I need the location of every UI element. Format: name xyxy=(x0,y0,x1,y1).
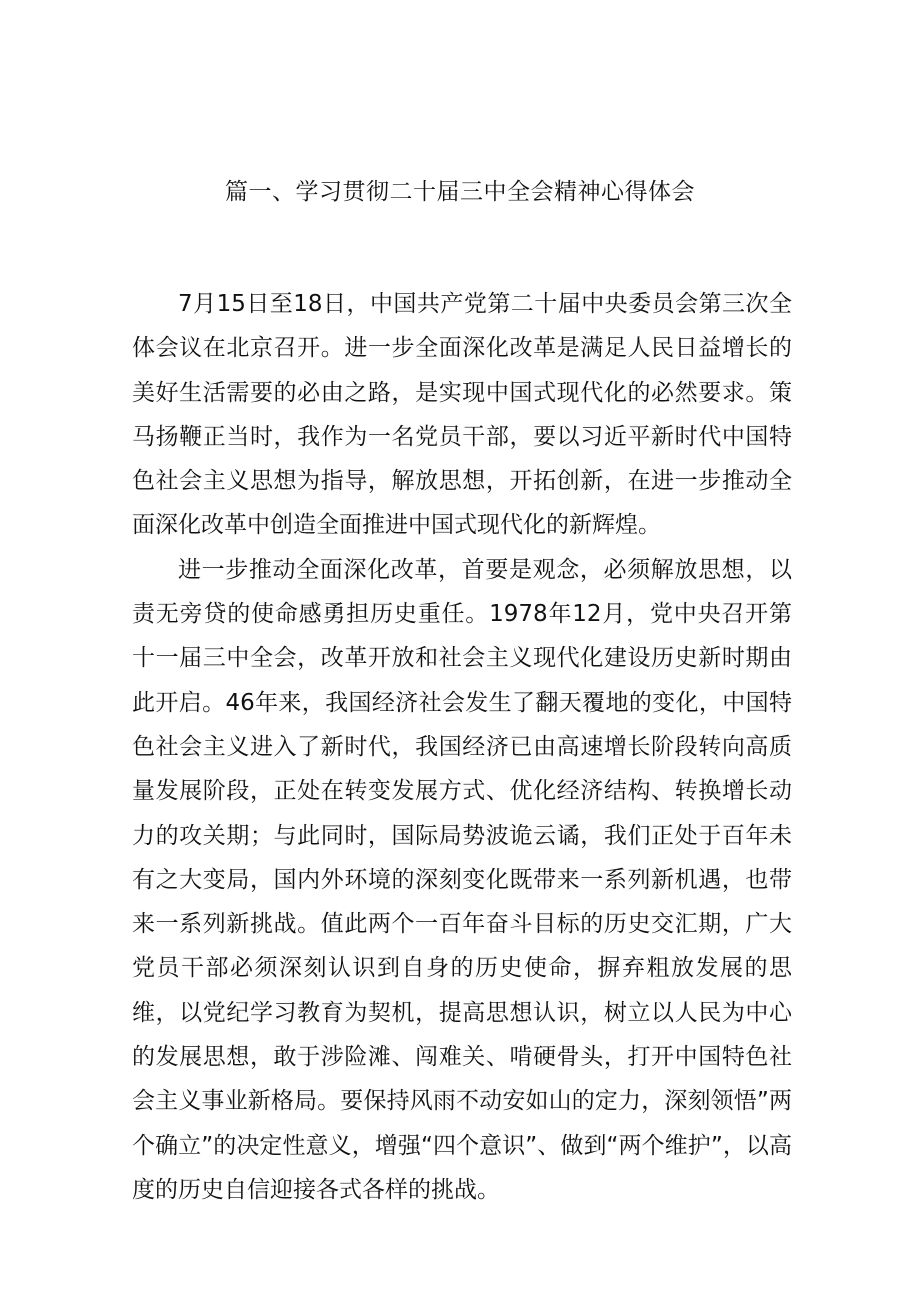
paragraph-1: 7月15日至18日，中国共产党第二十届中央委员会第三次全体会议在北京召开。进一步全面深化改革是满足人民日益增长的美好生活需要的必由之路，是实现中国式现代化的必然要求。策马扬鞭正当时，我作为一名党员干部，要以习近平新时代中国特色社会主义思想为指导，解放思想，开拓创新，在进一步推动全面深化改革中创造全面推进中国式现代化的新辉煌。 xyxy=(132,291,792,539)
paragraph-2: 进一步推动全面深化改革，首要是观念，必须解放思想，以责无旁贷的使命感勇担历史重任。1978年12月，党中央召开第十一届三中全会，改革开放和社会主义现代化建设历史新时期由此开启。46年来，我国经济社会发生了翻天覆地的变化，中国特色社会主义进入了新时代，我国经济已由高速增长阶段转向高质量发展阶段，正处在转变发展方式、优化经济结构、转换增长动力的攻关期；与此同时，国际局势波诡云谲，我们正处于百年未有之大变局，国内外环境的深刻变化既带来一系列新机遇，也带来一系列新挑战。值此两个一百年奋斗目标的历史交汇期，广大党员干部必须深刻认识到自身的历史使命，摒弃粗放发展的思维，以党纪学习教育为契机，提高思想认识，树立以人民为中心的发展思想，敢于涉险滩、闯难关、啃硬骨头，打开中国特色社会主义事业新格局。要保持风雨不动安如山的定力，深刻领悟”两个确立”的决定性意义，增强“四个意识”、做到“两个维护”，以高度的历史自信迎接各式各样的挑战。 xyxy=(132,556,792,1203)
document-title: 篇一、学习贯彻二十届三中全会精神心得体会 xyxy=(225,179,695,205)
document-body xyxy=(132,282,792,1212)
